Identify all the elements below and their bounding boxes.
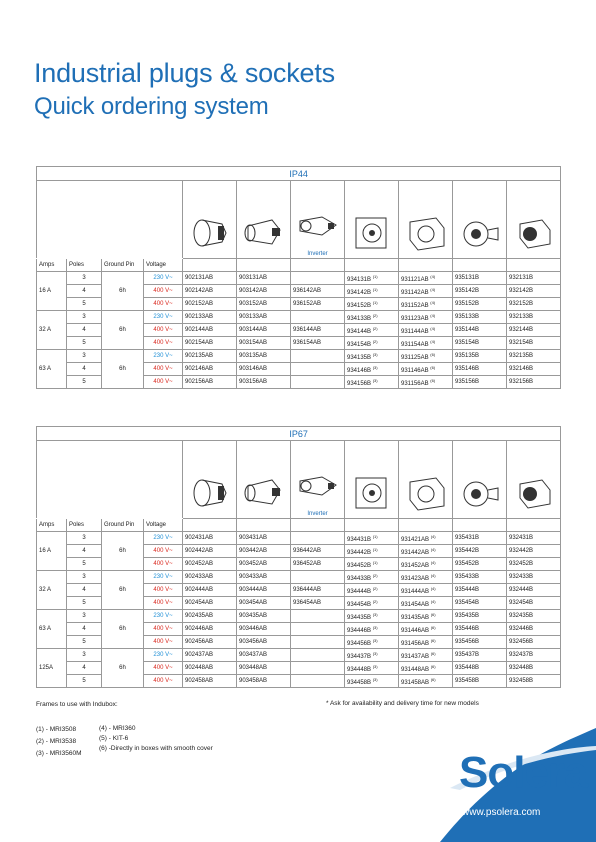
reference-code: 931146AB $^{(6)}$ (399, 363, 453, 376)
reference-code: 934152B $^{(1)}$ (345, 298, 399, 311)
column-header: Ground Pin (102, 519, 144, 532)
reference-code: 903435AB (237, 610, 291, 623)
reference-code (291, 311, 345, 324)
product-image (512, 210, 556, 256)
reference-code: 903144AB (237, 324, 291, 337)
product-cell (399, 441, 453, 519)
reference-code: 936144AB (291, 324, 345, 337)
availability-note: * Ask for availability and delivery time for new models (326, 700, 479, 707)
reference-code: 934142B $^{(1)}$ (345, 285, 399, 298)
amps-cell: 32 A (37, 571, 67, 610)
poles-cell: 5 (67, 636, 102, 649)
product-cell (507, 441, 561, 519)
reference-code (291, 571, 345, 584)
voltage-cell: 400 V~ (144, 584, 183, 597)
reference-code: 936444AB (291, 584, 345, 597)
reference-code: 932152B (507, 298, 561, 311)
table-row (37, 532, 561, 545)
reference-code: 902435AB (183, 610, 237, 623)
product-image (296, 203, 340, 249)
reference-code: 932142B (507, 285, 561, 298)
reference-code (291, 363, 345, 376)
brand-url[interactable]: www.psolera.com (462, 807, 541, 818)
poles-cell: 3 (67, 571, 102, 584)
ground-pin-cell: 6h (102, 350, 144, 389)
reference-code: 934437B $^{(3)}$ (345, 649, 399, 662)
voltage-cell: 400 V~ (144, 337, 183, 350)
amps-cell: 63 A (37, 350, 67, 389)
column-header (237, 259, 291, 272)
reference-code: 902142AB (183, 285, 237, 298)
column-header (183, 519, 237, 532)
reference-code: 931144AB $^{(4)}$ (399, 324, 453, 337)
reference-code: 932442B (507, 545, 561, 558)
reference-code: 902144AB (183, 324, 237, 337)
reference-code: 935431B (453, 532, 507, 545)
reference-code: 903448AB (237, 662, 291, 675)
column-header (453, 259, 507, 272)
reference-code: 931421AB $^{(4)}$ (399, 532, 453, 545)
frames-list-right (99, 724, 213, 754)
voltage-cell: 400 V~ (144, 623, 183, 636)
column-header (399, 259, 453, 272)
reference-code: 935156B (453, 376, 507, 389)
amps-cell: 32 A (37, 311, 67, 350)
frame-item: (5) - KIT-6 (99, 735, 129, 742)
image-blank (37, 181, 183, 259)
column-header (183, 259, 237, 272)
reference-code: 931154AB $^{(4)}$ (399, 337, 453, 350)
column-header (345, 519, 399, 532)
reference-code (291, 662, 345, 675)
column-header: Ground Pin (102, 259, 144, 272)
poles-cell: 3 (67, 350, 102, 363)
reference-code: 931448AB $^{(6)}$ (399, 662, 453, 675)
reference-code: 935448B (453, 662, 507, 675)
reference-code: 902152AB (183, 298, 237, 311)
reference-code: 931423AB $^{(4)}$ (399, 571, 453, 584)
reference-code: 931152AB $^{(4)}$ (399, 298, 453, 311)
frame-item: (2) - MRI3538 (36, 738, 77, 745)
voltage-cell: 400 V~ (144, 662, 183, 675)
reference-code (291, 610, 345, 623)
reference-code: 936454AB (291, 597, 345, 610)
reference-code: 934431B $^{(1)}$ (345, 532, 399, 545)
reference-code: 902444AB (183, 584, 237, 597)
page-subtitle: Quick ordering system (34, 93, 269, 120)
voltage-cell: 400 V~ (144, 285, 183, 298)
inverter-label: Inverter (307, 251, 328, 257)
reference-code: 903452AB (237, 558, 291, 571)
product-cell (291, 181, 345, 259)
table-row (37, 272, 561, 285)
reference-code: 936154AB (291, 337, 345, 350)
amps-cell: 125A (37, 649, 67, 688)
reference-code: 935452B (453, 558, 507, 571)
reference-code: 902437AB (183, 649, 237, 662)
product-image (350, 470, 394, 516)
reference-code: 931156AB $^{(6)}$ (399, 376, 453, 389)
reference-code: 935435B (453, 610, 507, 623)
reference-code: 932437B (507, 649, 561, 662)
reference-code: 934448B $^{(3)}$ (345, 662, 399, 675)
reference-code: 935458B (453, 675, 507, 688)
column-header: Amps (37, 519, 67, 532)
product-cell (183, 181, 237, 259)
poles-cell: 4 (67, 324, 102, 337)
column-header (507, 519, 561, 532)
ground-pin-cell: 6h (102, 532, 144, 571)
reference-code: 903142AB (237, 285, 291, 298)
poles-cell: 4 (67, 662, 102, 675)
product-image (458, 470, 502, 516)
reference-code: 932444B (507, 584, 561, 597)
reference-code: 903433AB (237, 571, 291, 584)
page-title: Industrial plugs & sockets (34, 58, 335, 88)
ip67-body (37, 427, 561, 688)
column-header: Poles (67, 519, 102, 532)
reference-code: 935454B (453, 597, 507, 610)
reference-code: 902454AB (183, 597, 237, 610)
column-header: Voltage (144, 259, 183, 272)
reference-code (291, 649, 345, 662)
reference-code: 931435AB $^{(6)}$ (399, 610, 453, 623)
product-cell (291, 441, 345, 519)
brand-logo: Solera (459, 748, 588, 797)
reference-code (291, 623, 345, 636)
reference-code: 931142AB $^{(4)}$ (399, 285, 453, 298)
reference-code: 931446AB $^{(6)}$ (399, 623, 453, 636)
reference-code: 903154AB (237, 337, 291, 350)
ip44-body (37, 167, 561, 389)
voltage-cell: 400 V~ (144, 636, 183, 649)
reference-code (291, 636, 345, 649)
reference-code: 934154B $^{(2)}$ (345, 337, 399, 350)
reference-code: 935142B (453, 285, 507, 298)
reference-code: 902156AB (183, 376, 237, 389)
reference-code (291, 532, 345, 545)
reference-code: 931452AB $^{(4)}$ (399, 558, 453, 571)
product-image (296, 463, 340, 509)
column-header (237, 519, 291, 532)
voltage-cell: 400 V~ (144, 558, 183, 571)
product-image (350, 210, 394, 256)
table-header: IP67 (37, 427, 561, 441)
reference-code: 903133AB (237, 311, 291, 324)
reference-code: 934146B $^{(3)}$ (345, 363, 399, 376)
reference-code: 903456AB (237, 636, 291, 649)
reference-code: 932435B (507, 610, 561, 623)
product-cell (237, 181, 291, 259)
reference-code (291, 675, 345, 688)
reference-code: 903458AB (237, 675, 291, 688)
product-cell (345, 181, 399, 259)
product-cell (507, 181, 561, 259)
reference-code: 935131B (453, 272, 507, 285)
voltage-cell: 400 V~ (144, 545, 183, 558)
reference-code: 903135AB (237, 350, 291, 363)
reference-code (291, 350, 345, 363)
reference-code: 935144B (453, 324, 507, 337)
ground-pin-cell: 6h (102, 610, 144, 649)
amps-cell: 16 A (37, 272, 67, 311)
reference-code: 932446B (507, 623, 561, 636)
voltage-cell: 400 V~ (144, 363, 183, 376)
reference-code: 934435B $^{(3)}$ (345, 610, 399, 623)
reference-code: 932454B (507, 597, 561, 610)
reference-code: 932431B (507, 532, 561, 545)
reference-code: 931458AB $^{(6)}$ (399, 675, 453, 688)
column-header (291, 519, 345, 532)
column-header (507, 259, 561, 272)
frame-item: (4) - MRI360 (99, 725, 136, 732)
poles-cell: 3 (67, 532, 102, 545)
reference-code: 935133B (453, 311, 507, 324)
reference-code: 934446B $^{(3)}$ (345, 623, 399, 636)
poles-cell: 4 (67, 363, 102, 376)
product-image (404, 210, 448, 256)
table-row (37, 610, 561, 623)
poles-cell: 5 (67, 298, 102, 311)
frame-item: (3) - MRI3560M (36, 750, 82, 757)
reference-code: 932448B (507, 662, 561, 675)
product-cell (453, 441, 507, 519)
poles-cell: 4 (67, 285, 102, 298)
reference-code: 935437B (453, 649, 507, 662)
ground-pin-cell: 6h (102, 571, 144, 610)
reference-code: 932135B (507, 350, 561, 363)
reference-code: 936452AB (291, 558, 345, 571)
reference-code: 934144B $^{(2)}$ (345, 324, 399, 337)
product-cell (237, 441, 291, 519)
reference-code: 932156B (507, 376, 561, 389)
inverter-label: Inverter (307, 511, 328, 517)
reference-code: 902131AB (183, 272, 237, 285)
reference-code: 935152B (453, 298, 507, 311)
reference-code: 932133B (507, 311, 561, 324)
poles-cell: 5 (67, 376, 102, 389)
reference-code: 935446B (453, 623, 507, 636)
reference-code: 903454AB (237, 597, 291, 610)
reference-code: 903152AB (237, 298, 291, 311)
table-row (37, 311, 561, 324)
reference-code: 936142AB (291, 285, 345, 298)
poles-cell: 5 (67, 597, 102, 610)
reference-code: 902458AB (183, 675, 237, 688)
poles-cell: 5 (67, 337, 102, 350)
reference-code: 931123AB $^{(4)}$ (399, 311, 453, 324)
amps-cell: 63 A (37, 610, 67, 649)
poles-cell: 4 (67, 584, 102, 597)
product-image (242, 210, 286, 256)
ground-pin-cell: 6h (102, 272, 144, 311)
reference-code: 932131B (507, 272, 561, 285)
reference-code: 902135AB (183, 350, 237, 363)
reference-code: 931444AB $^{(4)}$ (399, 584, 453, 597)
poles-cell: 3 (67, 311, 102, 324)
reference-code: 934156B $^{(3)}$ (345, 376, 399, 389)
column-header (453, 519, 507, 532)
column-header (345, 259, 399, 272)
reference-code: 902431AB (183, 532, 237, 545)
ip67-table (36, 426, 561, 688)
reference-code: 903444AB (237, 584, 291, 597)
poles-cell: 3 (67, 649, 102, 662)
voltage-cell: 400 V~ (144, 324, 183, 337)
reference-code: 936152AB (291, 298, 345, 311)
poles-cell: 5 (67, 675, 102, 688)
reference-code: 932144B (507, 324, 561, 337)
product-image (188, 470, 232, 516)
product-image (188, 210, 232, 256)
reference-code: 902452AB (183, 558, 237, 571)
reference-code: 934454B $^{(2)}$ (345, 597, 399, 610)
voltage-cell: 230 V~ (144, 571, 183, 584)
reference-code: 932458B (507, 675, 561, 688)
column-header (399, 519, 453, 532)
reference-code: 934131B $^{(1)}$ (345, 272, 399, 285)
voltage-cell: 230 V~ (144, 610, 183, 623)
frames-list-left (36, 724, 82, 760)
poles-cell: 3 (67, 610, 102, 623)
poles-cell: 4 (67, 623, 102, 636)
reference-code: 902154AB (183, 337, 237, 350)
voltage-cell: 230 V~ (144, 532, 183, 545)
voltage-cell: 400 V~ (144, 298, 183, 311)
table-row (37, 571, 561, 584)
poles-cell: 5 (67, 558, 102, 571)
reference-code: 903131AB (237, 272, 291, 285)
amps-cell: 16 A (37, 532, 67, 571)
voltage-cell: 400 V~ (144, 376, 183, 389)
reference-code: 931125AB $^{(6)}$ (399, 350, 453, 363)
product-image (404, 470, 448, 516)
reference-code: 934433B $^{(2)}$ (345, 571, 399, 584)
reference-code: 935154B (453, 337, 507, 350)
product-image (458, 210, 502, 256)
reference-code: 935146B (453, 363, 507, 376)
reference-code: 934452B $^{(1)}$ (345, 558, 399, 571)
column-header: Amps (37, 259, 67, 272)
reference-code: 902133AB (183, 311, 237, 324)
reference-code: 935135B (453, 350, 507, 363)
reference-code: 932456B (507, 636, 561, 649)
reference-code: 934456B $^{(3)}$ (345, 636, 399, 649)
reference-code: 935442B (453, 545, 507, 558)
reference-code: 903442AB (237, 545, 291, 558)
reference-code: 903437AB (237, 649, 291, 662)
reference-code: 903146AB (237, 363, 291, 376)
reference-code: 931454AB $^{(4)}$ (399, 597, 453, 610)
image-blank (37, 441, 183, 519)
reference-code: 902456AB (183, 636, 237, 649)
frames-title: Frames to use with Indubox: (36, 701, 118, 708)
table-row (37, 350, 561, 363)
reference-code: 903446AB (237, 623, 291, 636)
reference-code: 935456B (453, 636, 507, 649)
reference-code: 903431AB (237, 532, 291, 545)
ip44-table (36, 166, 561, 389)
table-row (37, 649, 561, 662)
reference-code (291, 376, 345, 389)
reference-code: 902448AB (183, 662, 237, 675)
product-cell (399, 181, 453, 259)
reference-code: 932452B (507, 558, 561, 571)
voltage-cell: 230 V~ (144, 272, 183, 285)
voltage-cell: 400 V~ (144, 675, 183, 688)
reference-code: 903156AB (237, 376, 291, 389)
reference-code: 902146AB (183, 363, 237, 376)
reference-code: 934442B $^{(1)}$ (345, 545, 399, 558)
column-header: Voltage (144, 519, 183, 532)
reference-code: 902442AB (183, 545, 237, 558)
reference-code: 931456AB $^{(6)}$ (399, 636, 453, 649)
reference-code: 931121AB $^{(4)}$ (399, 272, 453, 285)
reference-code: 932154B (507, 337, 561, 350)
reference-code: 936442AB (291, 545, 345, 558)
poles-cell: 4 (67, 545, 102, 558)
voltage-cell: 230 V~ (144, 311, 183, 324)
frame-item: (1) - MRI3508 (36, 726, 77, 733)
voltage-cell: 230 V~ (144, 649, 183, 662)
reference-code (291, 272, 345, 285)
reference-code: 932433B (507, 571, 561, 584)
reference-code: 934444B $^{(2)}$ (345, 584, 399, 597)
table-header: IP44 (37, 167, 561, 181)
product-cell (453, 181, 507, 259)
product-image (242, 470, 286, 516)
reference-code: 931437AB $^{(6)}$ (399, 649, 453, 662)
frame-item: (6) -Directly in boxes with smooth cover (99, 745, 213, 752)
voltage-cell: 400 V~ (144, 597, 183, 610)
reference-code: 902446AB (183, 623, 237, 636)
column-header (291, 259, 345, 272)
column-header: Poles (67, 259, 102, 272)
ground-pin-cell: 6h (102, 649, 144, 688)
reference-code: 934133B $^{(2)}$ (345, 311, 399, 324)
reference-code: 902433AB (183, 571, 237, 584)
reference-code: 932146B (507, 363, 561, 376)
product-cell (183, 441, 237, 519)
poles-cell: 3 (67, 272, 102, 285)
product-image (512, 470, 556, 516)
reference-code: 935433B (453, 571, 507, 584)
voltage-cell: 230 V~ (144, 350, 183, 363)
reference-code: 934135B $^{(3)}$ (345, 350, 399, 363)
reference-code: 935444B (453, 584, 507, 597)
reference-code: 934458B $^{(3)}$ (345, 675, 399, 688)
reference-code: 931442AB $^{(4)}$ (399, 545, 453, 558)
ground-pin-cell: 6h (102, 311, 144, 350)
product-cell (345, 441, 399, 519)
